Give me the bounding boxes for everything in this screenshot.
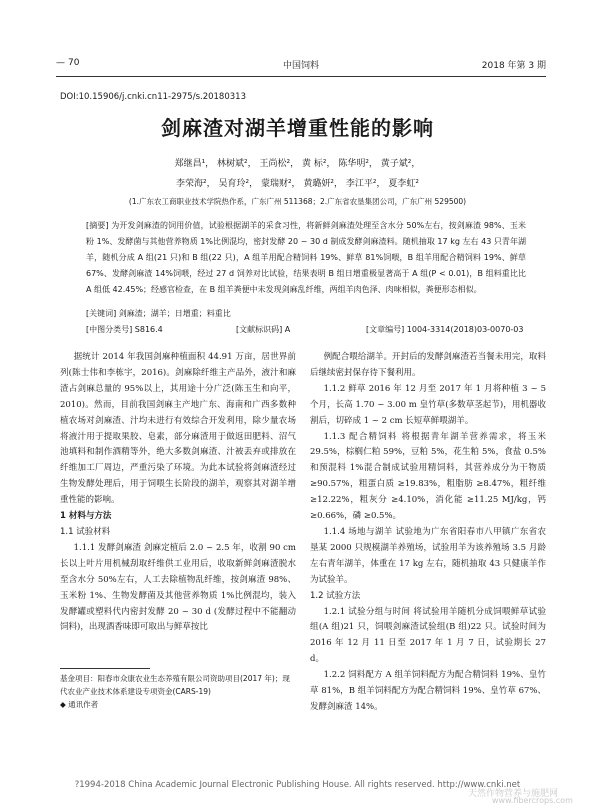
watermark-text: 天然作物营养与施肥网 <box>468 789 559 799</box>
paragraph: 1.2.1 试验分组与时间 将试验用羊随机分成饲喂鲜草试验组(A 组)21 只，饲喂剑麻渣试验组(B 组)22 只。试验时间为 2016 年 12 月 11 日至 2017 年 1 月 7 日，试验期长 27 d。 <box>310 606 546 665</box>
header-dash: — <box>56 58 65 68</box>
classification-row <box>86 324 526 338</box>
left-column <box>60 350 296 636</box>
footnote <box>60 672 296 711</box>
header-rule <box>56 76 546 77</box>
authors-line-1: 郑继昌¹， 林树斌²， 王尚松²， 黄 标²， 陈华明²， 黄子斌²， <box>174 159 421 169</box>
right-column <box>310 350 546 716</box>
paragraph: 1.1.4 场地与湖羊 试验地为广东省阳春市八甲镇广东省农垦某 2000 只规模湖羊养殖场，试验用羊为该养殖场 3.5 月龄左右青年湖羊，体重在 17 kg 左右，随机抽取 43 只健康羊作为试验羊。 <box>310 526 546 585</box>
footnote-rule <box>60 668 150 669</box>
keywords: [关键词] 剑麻渣；湖羊；日增重；料重比 <box>86 309 231 318</box>
journal-issue: 2018 年第 3 期 <box>481 61 546 71</box>
class-number: [中图分类号] S816.4 <box>86 325 163 334</box>
abstract: [摘要] 为开发剑麻渣的饲用价值，试验根据湖羊的采食习性，将新鲜剑麻渣处理至含水分 50%左右，按剑麻渣 98%、玉米粉 1%、发酵菌与其他营养物质 1%比例混均，密封发酵 20 ~ 30 d 制成发酵剑麻渣料。随机抽取 17 kg 左右 43 只青年湖羊，随机分成 A 组(21 只)和 B 组(22 只)，A 组羊用配合精饲料 19%、鲜草 81%饲喂，B 组羊用配合精饲料 19%、鲜草 67%、发酵剑麻渣 14%饲喂，经过 27 d 饲养对比试验，结果表明 B 组日增重极显著高于 A 组(P < 0.01)，B 组料重比比 A 组低 42.45%；经感官检查，在 B 组羊粪便中未发现剑麻乱纤维，两组羊肉色泽、肉味相似，粪便形态相似。 <box>86 221 526 294</box>
copyright-line: ?1994-2018 China Academic Journal Electronic Publishing House. All rights reserved. http://www.cnki.net <box>74 780 521 790</box>
doi: DOI:10.15906/j.cnki.cn11-2975/s.20180313 <box>60 92 246 102</box>
watermark-url: www.fibercrops.com <box>492 796 573 805</box>
paragraph: 据统计 2014 年我国剑麻种植面积 44.91 万亩，居世界前列(陈士伟和李栋宇，2016)。剑麻除纤维主产品外，液汁和麻渣占剑麻总量的 95%以上，其用途十分广泛(陈玉生和向平，2010)。然而，目前我国剑麻主产地广东、海南和广西多数种植农场对剑麻渣、汁均未进行有效综合开发利用，除少量农场将液汁用于提取果胶、皂素，部分麻渣用于做返田肥料、沼气池填料和制作酒精等外，绝大多数剑麻渣、汁被丢弃或排放在纤维加工厂周边，严重污染了环境。为此本试验将剑麻渣经过生物发酵处理后，用于饲喂生长阶段的湖羊，观察其对湖羊增重性能的影响。 <box>60 352 296 506</box>
section-heading: 1 材料与方法 <box>60 511 112 522</box>
journal-name: 中国饲料 <box>282 61 319 71</box>
paragraph: 例配合喂给湖羊。开封后的发酵剑麻渣若当餐未用完，取料后继续密封保存待下餐利用。 <box>310 352 546 378</box>
authors-line-2: 李荣海²， 吴育玲²， 蒙瑞财²， 黄璐妍²， 李江平²， 夏李虹² <box>176 179 419 189</box>
paragraph: 1.1.2 鲜草 2016 年 12 月至 2017 年 1 月将种植 3 ~ 5 个月，长高 1.70 ~ 3.00 m 皇竹草(多数草茎起节)，用机器收割后，切碎成 1 ~ 2 cm 长短草鲜喂湖羊。 <box>310 383 546 426</box>
page-number: 70 <box>68 58 80 68</box>
article-number: [文章编号] 1004-3314(2018)03-0070-03 <box>366 325 524 334</box>
section-heading: 1.2 试验方法 <box>310 590 361 601</box>
paragraph: 1.2.2 饲料配方 A 组羊饲料配方为配合精饲料 19%、皇竹草 81%，B 组羊饲料配方为配合精饲料 19%、皇竹草 67%、发酵剑麻渣 14%。 <box>310 670 546 712</box>
section-heading: 1.1 试验材料 <box>60 526 111 537</box>
document-code: [文献标识码] A <box>236 325 291 334</box>
running-header <box>56 58 546 74</box>
paragraph: 1.1.1 发酵剑麻渣 剑麻定植后 2.0 ~ 2.5 年，收割 90 cm 长以上叶片用机械刮取纤维供工业用后，收取新鲜剑麻渣脱水至含水分 50%左右，人工去除植物乱纤维，按剑麻渣 98%、玉米粉 1%、生物发酵菌及其他营养物质 1%比例混均，装入发酵罐或塑料代内密封发酵 20 ~ 30 d (发酵过程中不能翻动饲料)，出现酒香味即可取出与鲜草按比 <box>60 542 296 633</box>
footnote-funding: 基金项目：阳春市众康农业生态养殖有限公司资助项目(2017 年)；现代农业产业技术体系建设专项资金(CARS-19) <box>60 674 290 696</box>
article-title: 剑麻渣对湖羊增重性能的影响 <box>161 116 434 140</box>
affiliation: (1.广东农工商职业技术学院热作系，广东广州 511368；2.广东省农垦集团公司，广东广州 529500) <box>128 197 467 206</box>
paragraph: 1.1.3 配合精饲料 将根据青年湖羊营养需求，将玉米 29.5%，棕榈仁粕 59%，豆粕 5%，花生粕 5%，食盐 0.5%和预混料 1%混合制成试验用精饲料，其营养成分为干物质 ≥90.57%，粗蛋白质 ≥19.83%，粗脂肪 ≥8.47%，粗纤维 ≥12.22%，粗灰分 ≥4.10%，消化能 ≥11.25 MJ/kg，钙 ≥0.66%，磷 ≥0.5%。 <box>310 431 546 522</box>
footnote-corresponding: ◆ 通讯作者 <box>60 700 99 709</box>
